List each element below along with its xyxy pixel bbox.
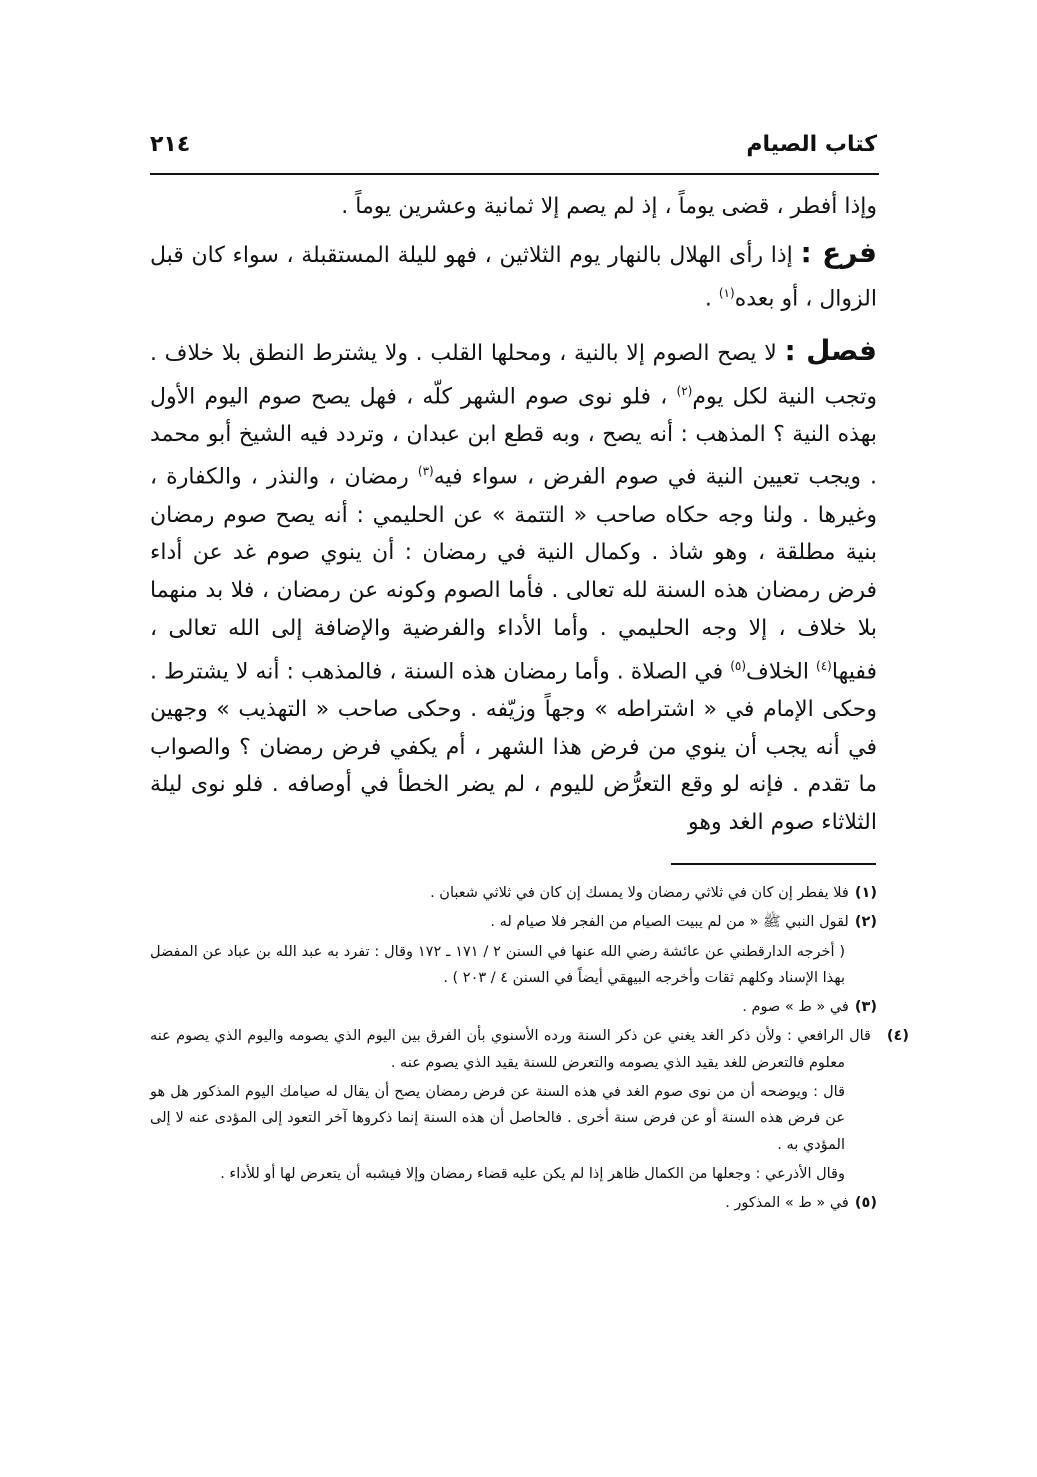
paragraph-3-part-b: ، فلو نوى صوم الشهر كلّه ، فهل يصح صوم اليوم الأول بهذه النية ؟ المذهب : أنه يصح ، وبه قطع ابن عبدان ، وتردد فيه الشيخ أبو محمد . ويجب تعيين النية في صوم الفرض ، سواء فيه [150, 383, 877, 490]
paragraph-3-part-d: الخلاف [746, 659, 817, 685]
footnote-text: في « ط » المذكور . [725, 1195, 849, 1212]
footnote-ref-3[interactable]: (٣) [417, 464, 434, 479]
paragraph-3-part-e: في الصلاة . وأما رمضان هذه السنة ، فالمذهب : أنه لا يشترط . وحكى الإمام في « اشتراطه » وجهاً وزيّفه . وحكى صاحب « التهذيب » وجهين في أنه يجب أن ينوي من فرض هذا الشهر ، أم يكفي فرض رمضان ؟ والصواب ما تقدم . فإنه لو وقع التعرُّض لليوم ، لم يضر الخطأ في أوصافه . فلو نوى ليلة الثلاثاء صوم الغد وهو [150, 659, 877, 836]
footnote-number: (٣) [854, 999, 877, 1016]
footnote-number: (٥) [854, 1195, 877, 1212]
paragraph-3-part-a: لا يصح الصوم إلا بالنية ، ومحلها القلب . ولا يشترط النطق بلا خلاف . وتجب النية لكل يوم [150, 340, 878, 409]
footnotes [150, 880, 909, 1220]
footnote-4: (٤)قال الرافعي : ولأن ذكر الغد يغني عن ذكر السنة ورده الأسنوي بأن الفرق بين اليوم الذي يصومه واليوم الذي يصوم عنه معلوم فالتعرض للغد يقيد الذي يصومه والتعرض للسنة يقيد الذي يصوم عنه . [150, 1028, 909, 1071]
paragraph-2-text: إذا رأى الهلال بالنهار يوم الثلاثين ، فهو لليلة المستقبلة ، سواء كان قبل الزوال ، أو بعده [150, 242, 877, 311]
book-title: كتاب الصيام [746, 132, 877, 157]
footnote-2-continuation: ( أخرجه الدارقطني عن عائشة رضي الله عنها في السنن ٢ / ١٧١ ـ ١٧٢ وقال : تفرد به عبد الله بن عباد عن المفضل بهذا الإسناد وكلهم ثقات وأخرجه البيهقي أيضاً في السنن ٤ / ٢٠٣ ) . [150, 943, 846, 986]
footnote-ref-2[interactable]: (٢) [676, 383, 693, 398]
footnote-2 [150, 909, 877, 935]
section-lead-far: فرع : [800, 235, 877, 269]
page-number: ٢١٤ [150, 132, 191, 157]
header-rule [150, 173, 879, 175]
paragraph-2-end: . [704, 285, 719, 311]
main-text [150, 188, 877, 842]
paragraph-2 [150, 234, 877, 318]
footnote-text: لقول النبي ﷺ « من لم يبيت الصيام من الفجر فلا صيام له . [490, 914, 849, 931]
footnote-ref-4[interactable]: (٤) [816, 658, 832, 673]
section-lead-fasl: فصل : [784, 333, 877, 367]
paragraph-3 [150, 332, 877, 842]
footnote-number: (٢) [854, 914, 877, 931]
footnote-3 [150, 994, 877, 1020]
footnote-4-paragraph-b: قال : ويوضحه أن من نوى صوم الغد في هذه السنة عن فرض رمضان يصح أن يقال له صيامك اليوم المذكور هل هو عن فرض هذه السنة أو عن فرض سنة أخرى . فالحاصل أن هذه السنة إنما ذكروها آخر التعود إلى المؤدى عنه لا إلى المؤدي به . [150, 1084, 845, 1153]
footnote-1 [150, 880, 877, 906]
paragraph-1: وإذا أفطر ، قضى يوماً ، إذ لم يصم إلا ثمانية وعشرين يوماً . [341, 194, 877, 219]
footnote-ref-1[interactable]: (١) [718, 285, 735, 300]
footnote-text: فلا يفطر إن كان في ثلاثي رمضان ولا يمسك إن كان في ثلاثي شعبان . [430, 885, 849, 901]
paragraph-3-part-c: رمضان ، والنذر ، والكفارة ، وغيرها . ولنا وجه حكاه صاحب « التتمة » عن الحليمي : أنه يصح صوم رمضان بنية مطلقة ، وهو شاذ . وكمال النية في رمضان : أن ينوي صوم غد عن أداء فرض رمضان هذه السنة لله تعالى . فأما الصوم وكونه عن رمضان ، فلا بد منهما بلا خلاف ، إلا وجه الحليمي . وأما الأداء والفرضية والإضافة إلى الله تعالى ، ففيها [150, 464, 877, 685]
page-header [150, 132, 877, 172]
footnote-number: (١) [854, 885, 877, 901]
footnote-rule [671, 863, 876, 865]
footnote-text: في « ط » صوم . [742, 999, 849, 1016]
footnote-4-paragraph-c: وقال الأذرعي : وجعلها من الكمال ظاهر إذا لم يكن عليه قضاء رمضان وإلا فيشبه أن يتعرض لها أو للأداء . [220, 1165, 845, 1182]
footnote-5 [150, 1190, 877, 1216]
footnote-ref-5[interactable]: (٥) [730, 658, 747, 673]
footnote-text: قال الرافعي : ولأن ذكر الغد يغني عن ذكر السنة ورده الأسنوي بأن الفرق بين اليوم الذي يصومه واليوم الذي يصوم عنه معلوم فالتعرض للغد يقيد الذي يصومه والتعرض للسنة يقيد الذي يصوم عنه . [150, 1028, 871, 1071]
